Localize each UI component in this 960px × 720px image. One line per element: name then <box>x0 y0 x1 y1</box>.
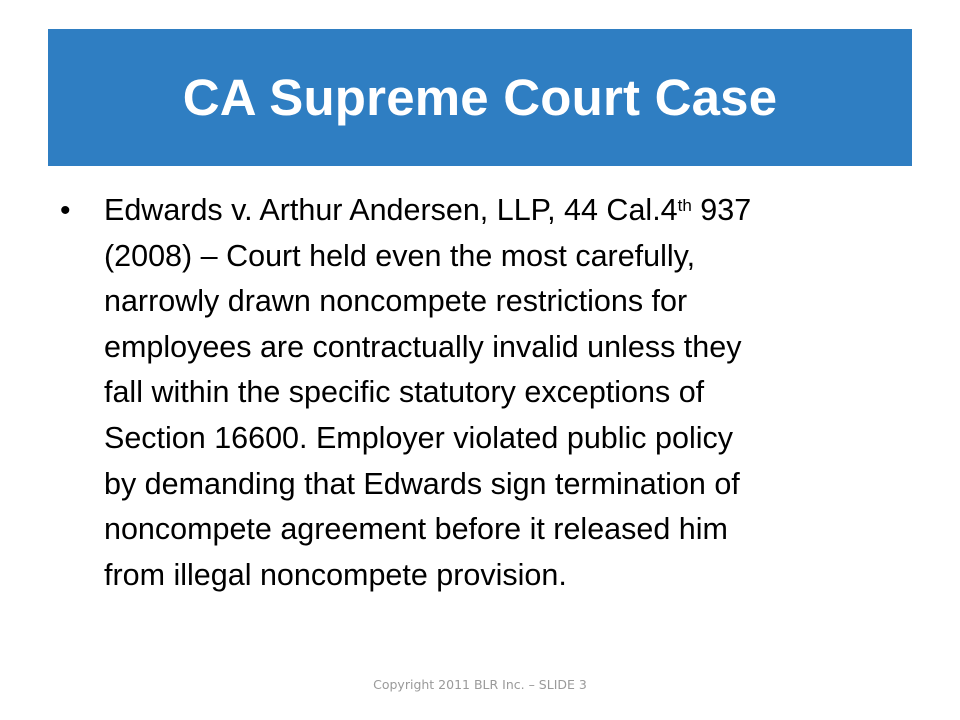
case-citation-text: Edwards v. Arthur Andersen, LLP, 44 Cal.4 <box>104 193 678 227</box>
ordinal-superscript: th <box>677 195 692 215</box>
bullet-line-3: narrowly drawn noncompete restrictions for <box>104 284 688 319</box>
slide-footer: Copyright 2011 BLR Inc. – SLIDE 3 <box>373 677 587 692</box>
slide-content <box>60 188 920 598</box>
bullet-line-6: Section 16600. Employer violated public policy <box>104 420 734 455</box>
bullet-line-4: employees are contractually invalid unless they <box>104 329 742 364</box>
bullet-line-1 <box>104 188 920 234</box>
bullet-line-9: from illegal noncompete provision. <box>104 557 567 592</box>
bullet-line-5: fall within the specific statutory exceptions of <box>104 375 705 410</box>
bullet-line-8: noncompete agreement before it released him <box>104 512 728 547</box>
case-citation-page: 937 <box>691 193 752 227</box>
bullet-item <box>60 188 920 598</box>
slide-title: CA Supreme Court Case <box>182 69 778 126</box>
bullet-line-7: by demanding that Edwards sign termination of <box>104 466 740 501</box>
title-banner <box>48 29 912 166</box>
bullet-marker: • <box>60 194 71 227</box>
bullet-line-2: (2008) – Court held even the most carefully, <box>104 238 696 273</box>
